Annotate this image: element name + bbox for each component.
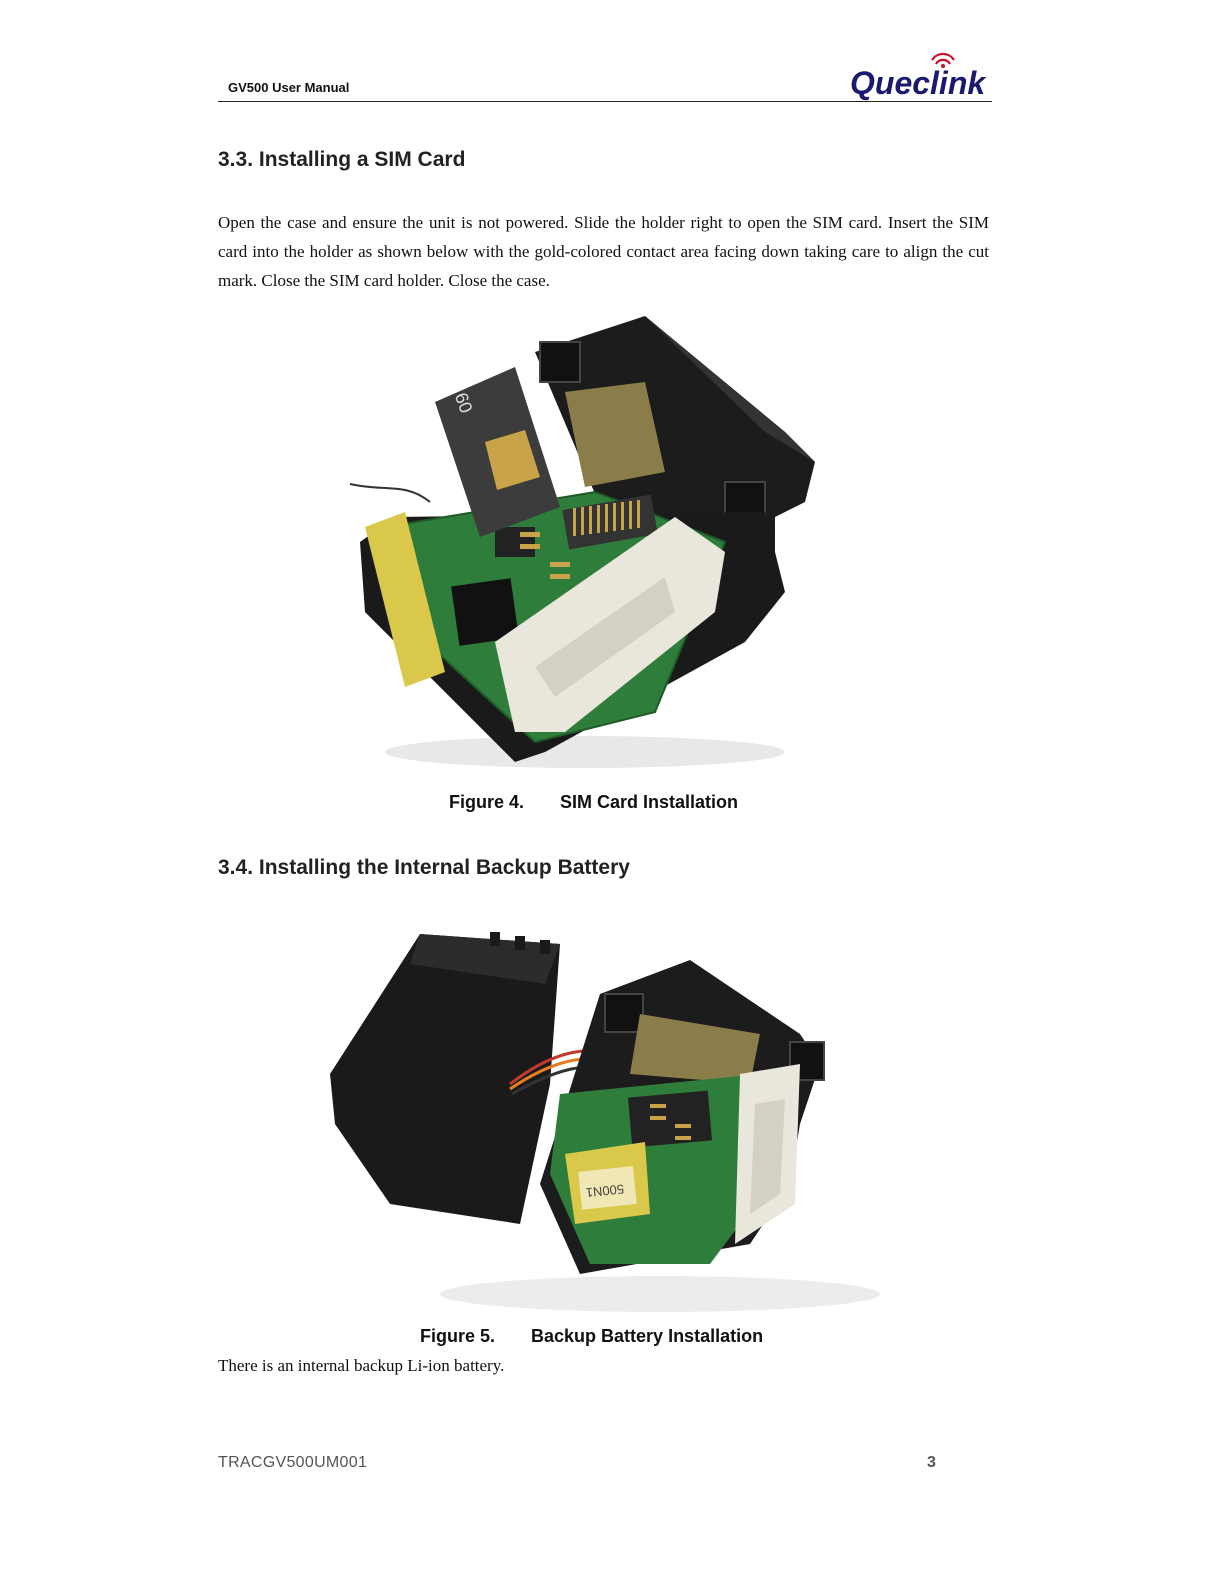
- header-doc-title: GV500 User Manual: [228, 80, 350, 95]
- queclink-logo: [846, 48, 986, 102]
- section-heading-sim: 3.3. Installing a SIM Card: [218, 148, 466, 171]
- sim-installation-photo: [345, 312, 825, 774]
- figure-4-caption: [449, 792, 738, 813]
- figure-4-title: SIM Card Installation: [560, 792, 739, 812]
- sim-card-label: 09: [451, 389, 477, 416]
- figure-5-title: Backup Battery Installation: [531, 1326, 764, 1346]
- battery-installation-photo: [330, 924, 890, 1326]
- section-heading-battery: 3.4. Installing the Internal Backup Battery: [218, 856, 630, 879]
- figure-5-number: Figure 5.: [420, 1326, 496, 1346]
- figure-4-number: Figure 4.: [449, 792, 525, 812]
- brand-name: Queclink: [850, 65, 986, 101]
- figure-5-caption: [420, 1326, 763, 1347]
- sim-instructions: Open the case and ensure the unit is not powered. Slide the holder right to open the SIM card. Insert the SIM card into the holder as shown below with the gold-colored contact area facing down taking care to align the cut mark. Close the SIM card holder. Close the case.: [218, 213, 989, 290]
- footer-doc-code: TRACGV500UM001: [218, 1454, 368, 1471]
- page-number: 3: [927, 1454, 936, 1471]
- header-rule: [218, 101, 992, 102]
- battery-note: There is an internal backup Li-ion battery.: [218, 1356, 505, 1375]
- gps-sticker-label: 500N1: [585, 1181, 625, 1201]
